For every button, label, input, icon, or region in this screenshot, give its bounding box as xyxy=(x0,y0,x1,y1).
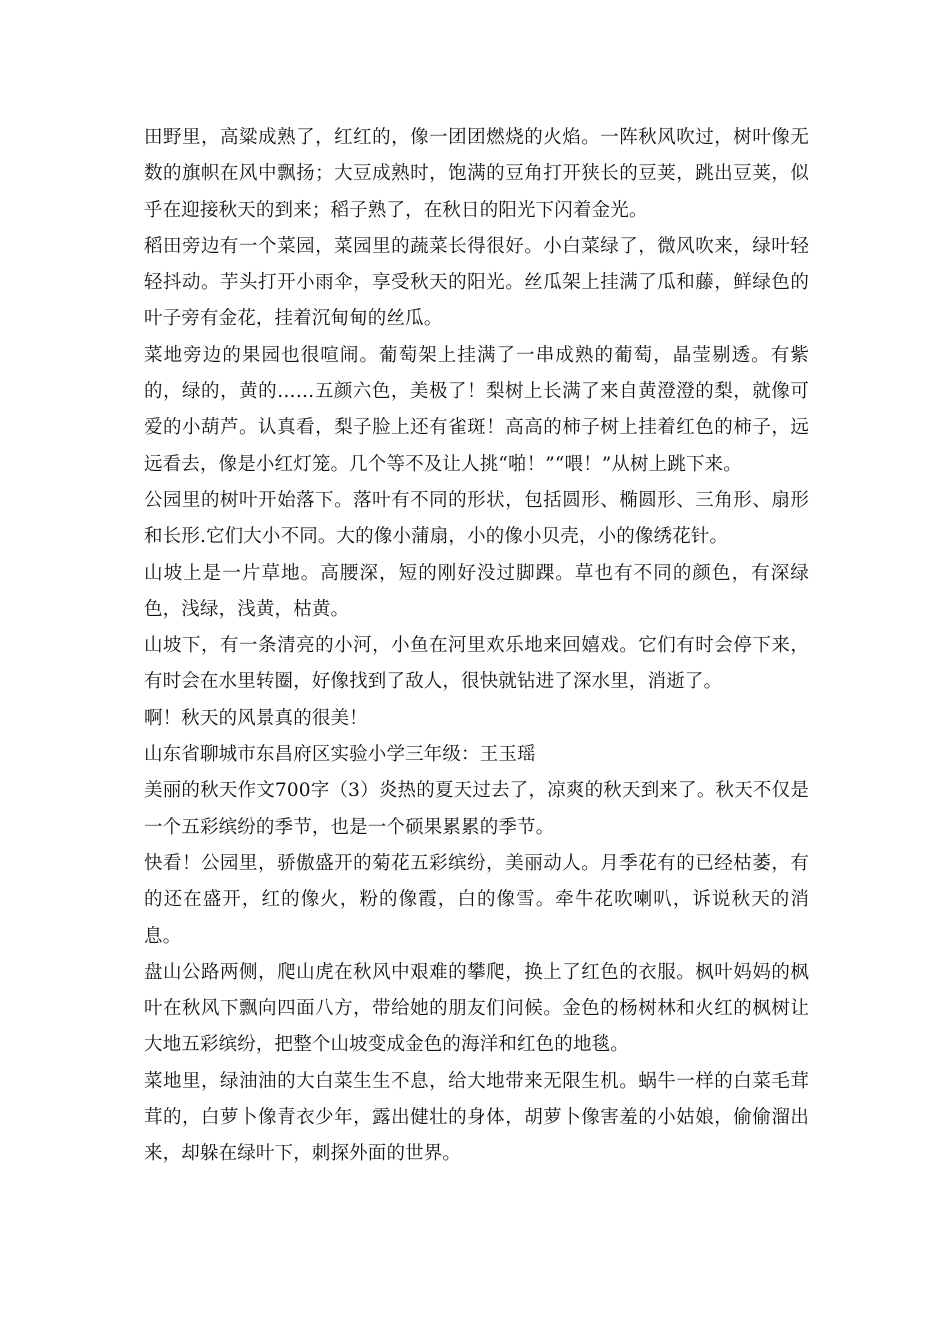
paragraph-exclamation: 啊！秋天的风景真的很美！ xyxy=(144,707,368,729)
document-body xyxy=(144,120,809,1173)
paragraph-fields: 田野里，高粱成熟了，红红的，像一团团燃烧的火焰。一阵秋风吹过，树叶像无数的旗帜在风中飘扬；大豆成熟时，饱满的豆角打开狭长的豆荚，跳出豆荚，似乎在迎接秋天的到来；稻子熟了，在秋日的阳光下闪着金光。 xyxy=(144,127,809,221)
paragraph-essay-3-intro: 美丽的秋天作文700字（3）炎热的夏天过去了，凉爽的秋天到来了。秋天不仅是一个五彩缤纷的季节，也是一个硕果累累的季节。 xyxy=(144,780,809,838)
paragraph-orchard: 菜地旁边的果园也很喧闹。葡萄架上挂满了一串成熟的葡萄，晶莹剔透。有紫的，绿的，黄的……五颜六色，美极了！梨树上长满了来自黄澄澄的梨，就像可爱的小葫芦。认真看，梨子脸上还有雀斑！高高的柿子树上挂着红色的柿子，远远看去，像是小红灯笼。几个等不及让人挑“啪！”“喂！”从树上跳下来。 xyxy=(144,344,809,475)
paragraph-vegetable-garden: 稻田旁边有一个菜园，菜园里的蔬菜长得很好。小白菜绿了，微风吹来，绿叶轻轻抖动。芋头打开小雨伞，享受秋天的阳光。丝瓜架上挂满了瓜和藤，鲜绿色的叶子旁有金花，挂着沉甸甸的丝瓜。 xyxy=(144,235,809,330)
paragraph-hillside-grass: 山坡上是一片草地。高腰深，短的刚好没过脚踝。草也有不同的颜色，有深绿色，浅绿，浅黄，枯黄。 xyxy=(144,562,809,620)
paragraph-mountain-road: 盘山公路两侧，爬山虎在秋风中艰难的攀爬，换上了红色的衣服。枫叶妈妈的枫叶在秋风下飘向四面八方，带给她的朋友们问候。金色的杨树林和火红的枫树让大地五彩缤纷，把整个山坡变成金色的海洋和红色的地毯。 xyxy=(144,961,809,1056)
paragraph-park-leaves: 公园里的树叶开始落下。落叶有不同的形状，包括圆形、椭圆形、三角形、扇形和长形.它们大小不同。大的像小蒲扇，小的像小贝壳，小的像绣花针。 xyxy=(144,489,809,548)
paragraph-river: 山坡下，有一条清亮的小河，小鱼在河里欢乐地来回嬉戏。它们有时会停下来，有时会在水里转圈，好像找到了敌人，很快就钻进了深水里，消逝了。 xyxy=(144,635,809,693)
paragraph-park-flowers: 快看！公园里，骄傲盛开的菊花五彩缤纷，美丽动人。月季花有的已经枯萎，有的还在盛开，红的像火，粉的像霞，白的像雪。牵牛花吹喇叭，诉说秋天的消息。 xyxy=(144,852,809,947)
paragraph-vegetable-field: 菜地里，绿油油的大白菜生生不息，给大地带来无限生机。蜗牛一样的白菜毛茸茸的，白萝卜像青衣少年，露出健壮的身体，胡萝卜像害羞的小姑娘，偷偷溜出来，却躲在绿叶下，刺探外面的世界。 xyxy=(144,1070,809,1165)
paragraph-author: 山东省聊城市东昌府区实验小学三年级：王玉瑶 xyxy=(144,744,536,766)
